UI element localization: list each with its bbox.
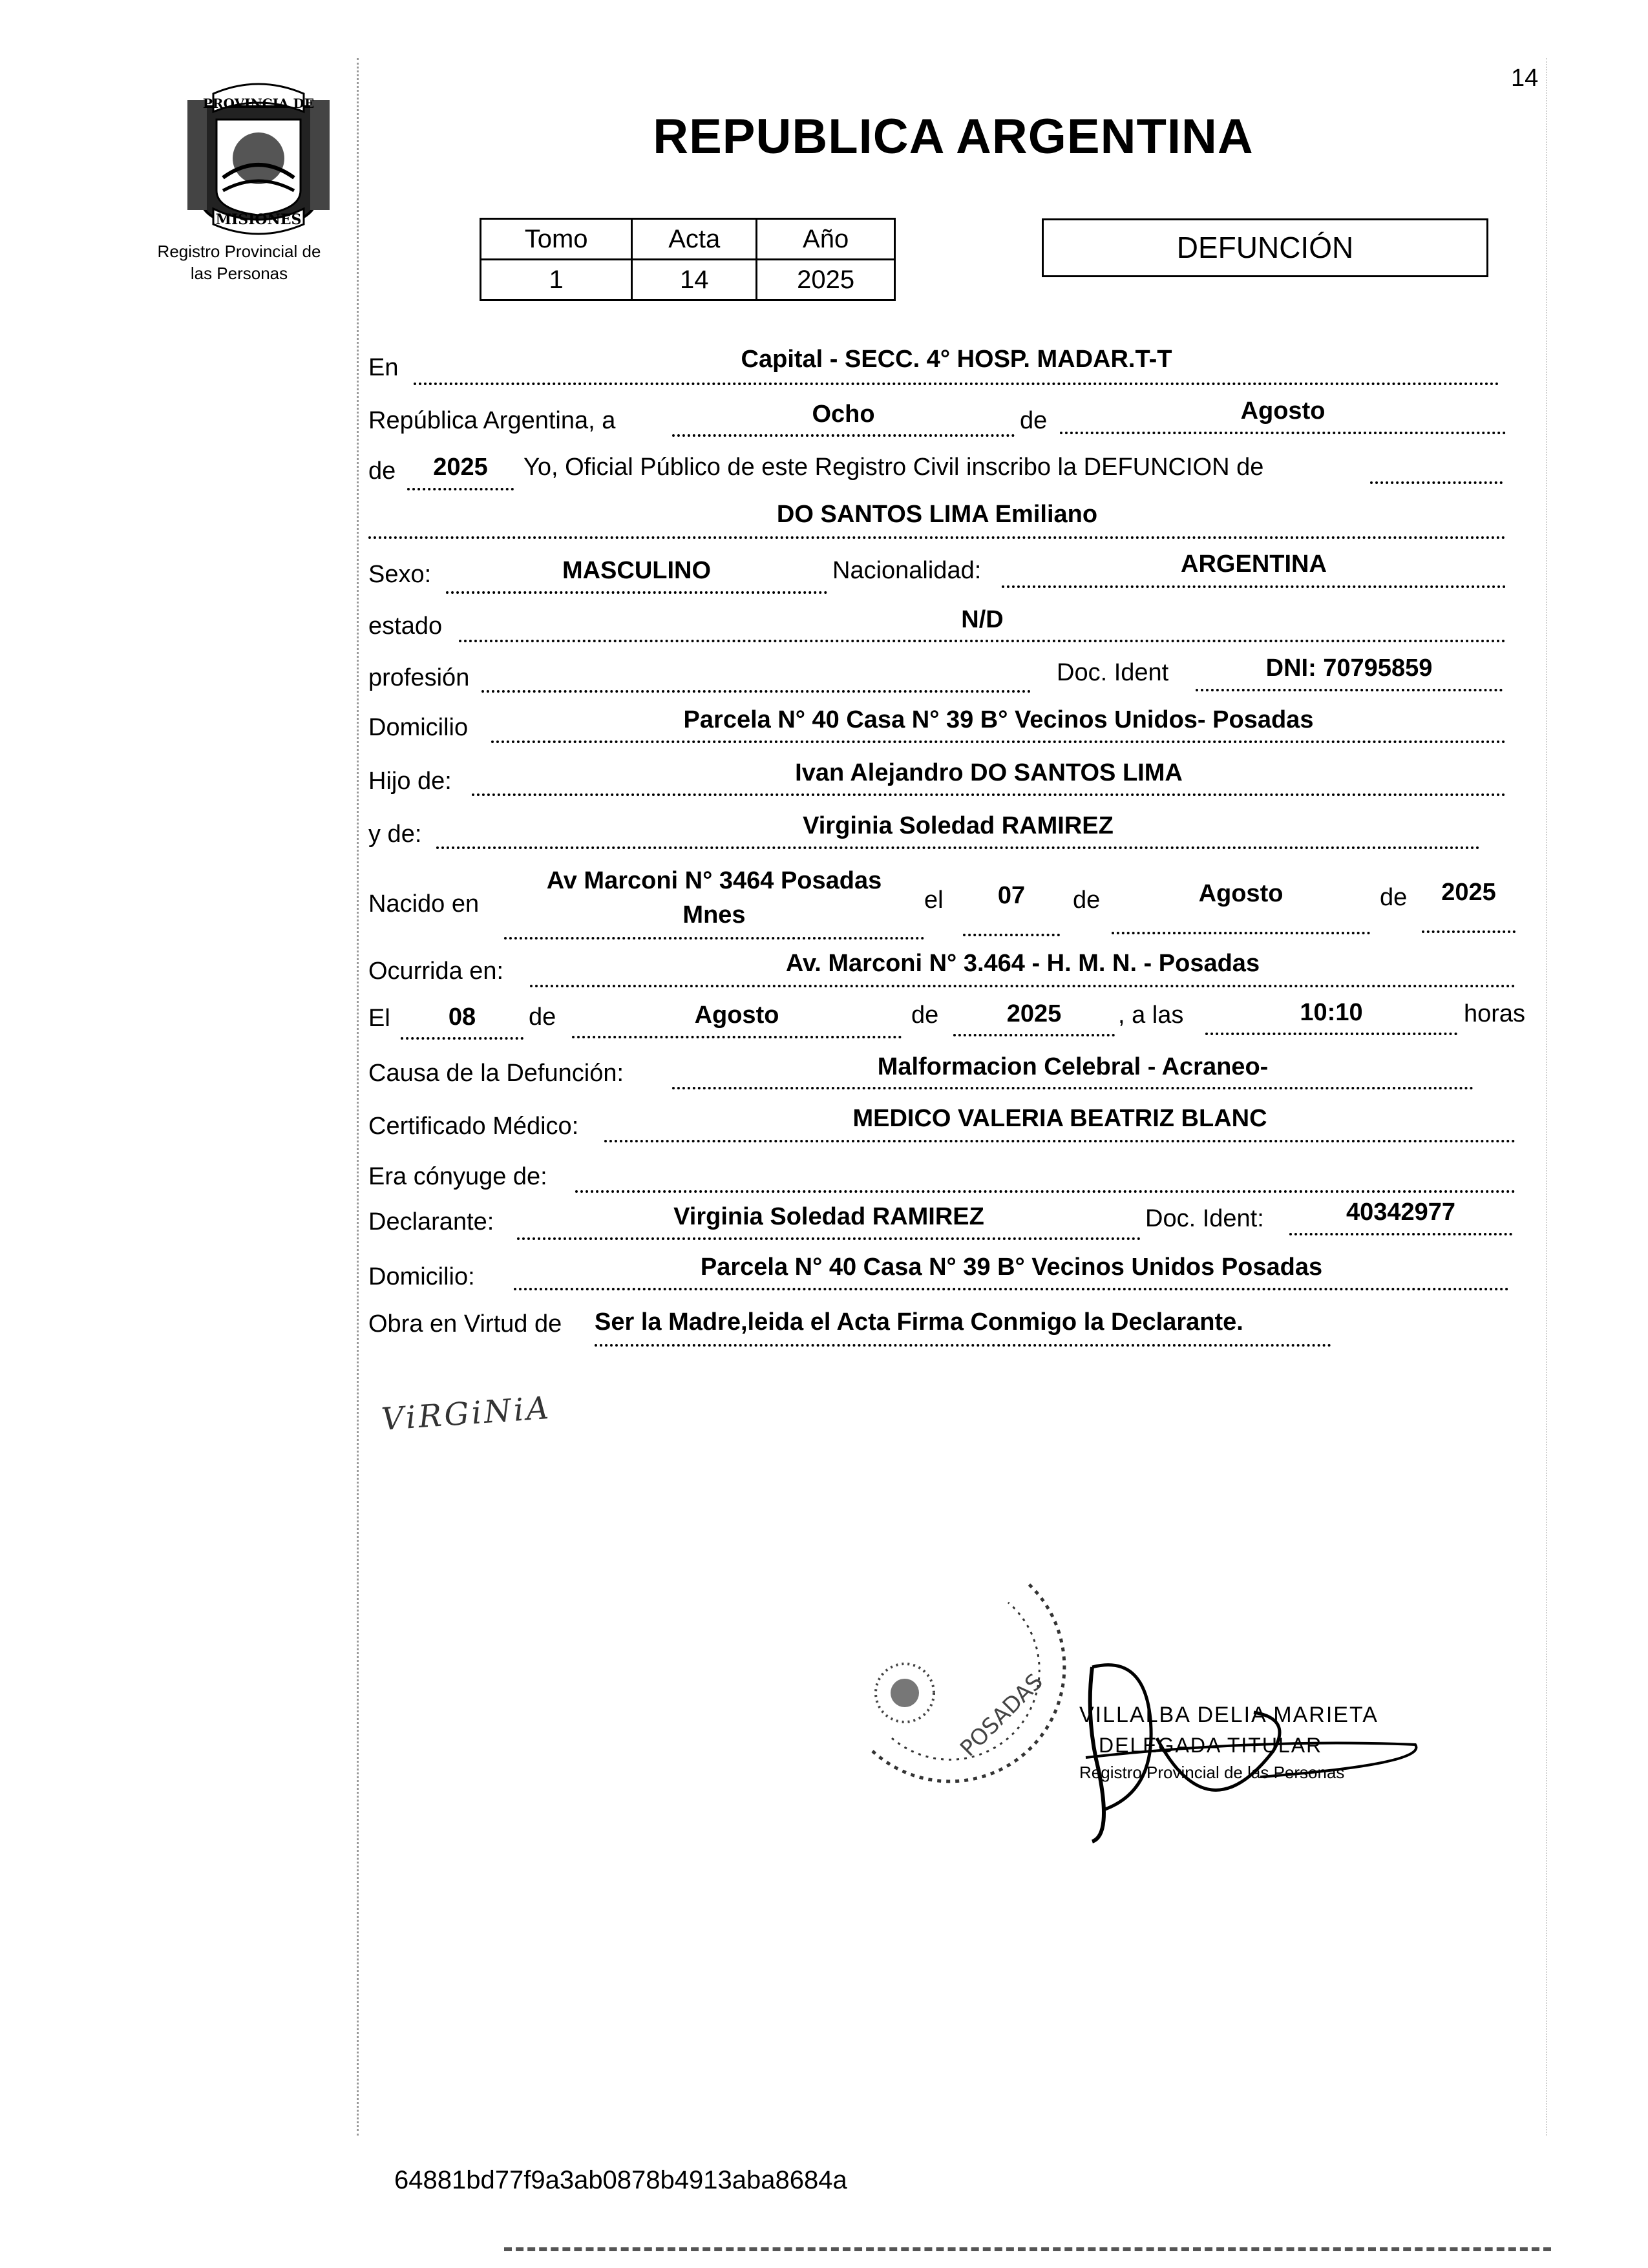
de-label: de [1020, 407, 1048, 434]
fall-mes-value: Agosto [694, 1002, 779, 1029]
doc-dots [1196, 689, 1503, 691]
tomo-value: 1 [481, 260, 632, 300]
dia-value: Ocho [812, 401, 875, 428]
mes-dots [1060, 432, 1506, 434]
scan-edge-strip [504, 2247, 1551, 2251]
nacido-dots [504, 937, 924, 940]
decl-doc-dots [1289, 1233, 1512, 1235]
causa-dots [672, 1087, 1474, 1089]
fall-de1-label: de [529, 1003, 556, 1031]
fall-dia-dots [401, 1037, 523, 1040]
hijo-dots [472, 793, 1506, 796]
dia-dots [672, 434, 1015, 437]
official-name: VILLALBA DELIA MARIETA [1079, 1703, 1379, 1727]
nacionalidad-dots [1002, 585, 1506, 588]
nombre-dots [368, 536, 1506, 539]
right-margin-line [1546, 58, 1547, 2136]
alas-label: , a las [1118, 1002, 1184, 1029]
official-registry: Registro Provincial de las Personas [1079, 1763, 1345, 1782]
registry-line-1: Registro Provincial de [157, 242, 321, 261]
mes-value: Agosto [1240, 397, 1326, 425]
fall-de2-label: de [911, 1002, 939, 1029]
doc-value: DNI: 70795859 [1265, 655, 1433, 682]
profesion-dots [481, 690, 1031, 693]
estado-dots [459, 640, 1506, 642]
nac-mes-dots [1112, 932, 1370, 934]
acta-value: 14 [632, 260, 757, 300]
nac-de1-label: de [1073, 887, 1101, 914]
anio-value: 2025 [433, 454, 488, 481]
emblem-bottom-text: MISIONES [215, 211, 302, 228]
ocurrida-dots [530, 985, 1516, 987]
declarante-dots [517, 1237, 1141, 1240]
hora-value: 10:10 [1300, 999, 1363, 1026]
nacido-label: Nacido en [368, 890, 480, 918]
el-label: el [924, 887, 944, 914]
sexo-dots [446, 591, 827, 594]
fall-anio-value: 2025 [1006, 1000, 1062, 1027]
conyuge-dots [575, 1190, 1516, 1193]
nac-dia-dots [963, 934, 1060, 936]
oficial-text: Yo, Oficial Público de este Registro Civil inscribo la DEFUNCION de [523, 454, 1264, 481]
record-table [480, 218, 896, 301]
official-role: DELEGADA TITULAR [1099, 1734, 1323, 1757]
nacido-value-2: Mnes [682, 901, 746, 929]
fall-dia-value: 08 [448, 1003, 476, 1031]
conyuge-label: Era cónyuge de: [368, 1163, 547, 1190]
emblem-top-text: PROVINCIA DE [202, 96, 315, 111]
en-value: Capital - SECC. 4° HOSP. MADAR.T-T [741, 346, 1172, 373]
fall-anio-dots [953, 1034, 1115, 1036]
el2-label: El [368, 1005, 390, 1032]
registry-line-2: las Personas [190, 264, 288, 283]
domicilio-value: Parcela N° 40 Casa N° 39 B° Vecinos Unidos- Posadas [683, 706, 1314, 733]
obra-dots [595, 1344, 1331, 1347]
hijo-label: Hijo de: [368, 768, 452, 795]
profesion-label: profesión [368, 664, 470, 691]
oficial-dots [1370, 481, 1503, 484]
decl-doc-label: Doc. Ident: [1145, 1205, 1264, 1232]
domicilio-label: Domicilio [368, 714, 469, 741]
causa-label: Causa de la Defunción: [368, 1060, 624, 1087]
nacionalidad-value: ARGENTINA [1181, 551, 1327, 578]
estado-value: N/D [961, 606, 1004, 633]
yde-dots [436, 846, 1480, 849]
republica-label: República Argentina, a [368, 407, 616, 434]
anio-header: Año [757, 219, 895, 260]
obra-value: Ser la Madre,leida el Acta Firma Conmigo la Declarante. [595, 1308, 1243, 1336]
anio-label: de [368, 457, 396, 485]
declarante-label: Declarante: [368, 1208, 494, 1235]
certificado-label: Certificado Médico: [368, 1113, 579, 1140]
registry-name [136, 240, 343, 284]
nac-dia-value: 07 [997, 882, 1026, 909]
declarante-value: Virginia Soledad RAMIREZ [673, 1203, 984, 1230]
anio-dots [407, 488, 514, 490]
nac-de2-label: de [1380, 884, 1408, 911]
anio-value: 2025 [757, 260, 895, 300]
yde-value: Virginia Soledad RAMIREZ [803, 812, 1114, 839]
obra-label: Obra en Virtud de [368, 1310, 562, 1338]
sexo-value: MASCULINO [562, 557, 712, 584]
estado-label: estado [368, 613, 443, 640]
hora-dots [1205, 1033, 1457, 1035]
nac-anio-dots [1422, 930, 1516, 933]
tomo-header: Tomo [481, 219, 632, 260]
ocurrida-label: Ocurrida en: [368, 958, 504, 985]
nac-anio-value: 2025 [1441, 879, 1496, 906]
certificado-value: MEDICO VALERIA BEATRIZ BLANC [852, 1105, 1267, 1132]
domicilio-dots [491, 740, 1506, 743]
fall-mes-dots [572, 1036, 902, 1038]
decl-domicilio-value: Parcela N° 40 Casa N° 39 B° Vecinos Unidos Posadas [700, 1254, 1323, 1281]
official-stamp-icon [834, 1544, 1066, 1803]
doc-label: Doc. Ident [1057, 659, 1169, 686]
en-label: En [368, 354, 399, 381]
left-margin-line [357, 58, 361, 2136]
document-title: REPUBLICA ARGENTINA [653, 109, 1254, 164]
decl-domicilio-dots [514, 1288, 1509, 1290]
horas-label: horas [1464, 1000, 1526, 1027]
hijo-value: Ivan Alejandro DO SANTOS LIMA [795, 759, 1183, 786]
decl-doc-value: 40342977 [1346, 1199, 1456, 1226]
nac-mes-value: Agosto [1198, 880, 1284, 907]
declarant-signature: ViRGiNiA [380, 1389, 553, 1438]
stamp-text: POSADAS [955, 1668, 1048, 1762]
sexo-label: Sexo: [368, 561, 432, 588]
document-hash: 64881bd77f9a3ab0878b4913aba8684a [394, 2166, 847, 2194]
nombre-value: DO SANTOS LIMA Emiliano [776, 501, 1098, 528]
nacionalidad-label: Nacionalidad: [832, 557, 982, 584]
page-number: 14 [1511, 65, 1539, 92]
nacido-value-1: Av Marconi N° 3464 Posadas [546, 867, 882, 894]
causa-value: Malformacion Celebral - Acraneo- [877, 1053, 1269, 1080]
document-type-box: DEFUNCIÓN [1042, 218, 1488, 277]
ocurrida-value: Av. Marconi N° 3.464 - H. M. N. - Posadas [785, 950, 1260, 977]
certificado-dots [604, 1140, 1516, 1142]
decl-domicilio-label: Domicilio: [368, 1263, 475, 1290]
yde-label: y de: [368, 821, 422, 848]
acta-header: Acta [632, 219, 757, 260]
en-dots [414, 383, 1499, 385]
